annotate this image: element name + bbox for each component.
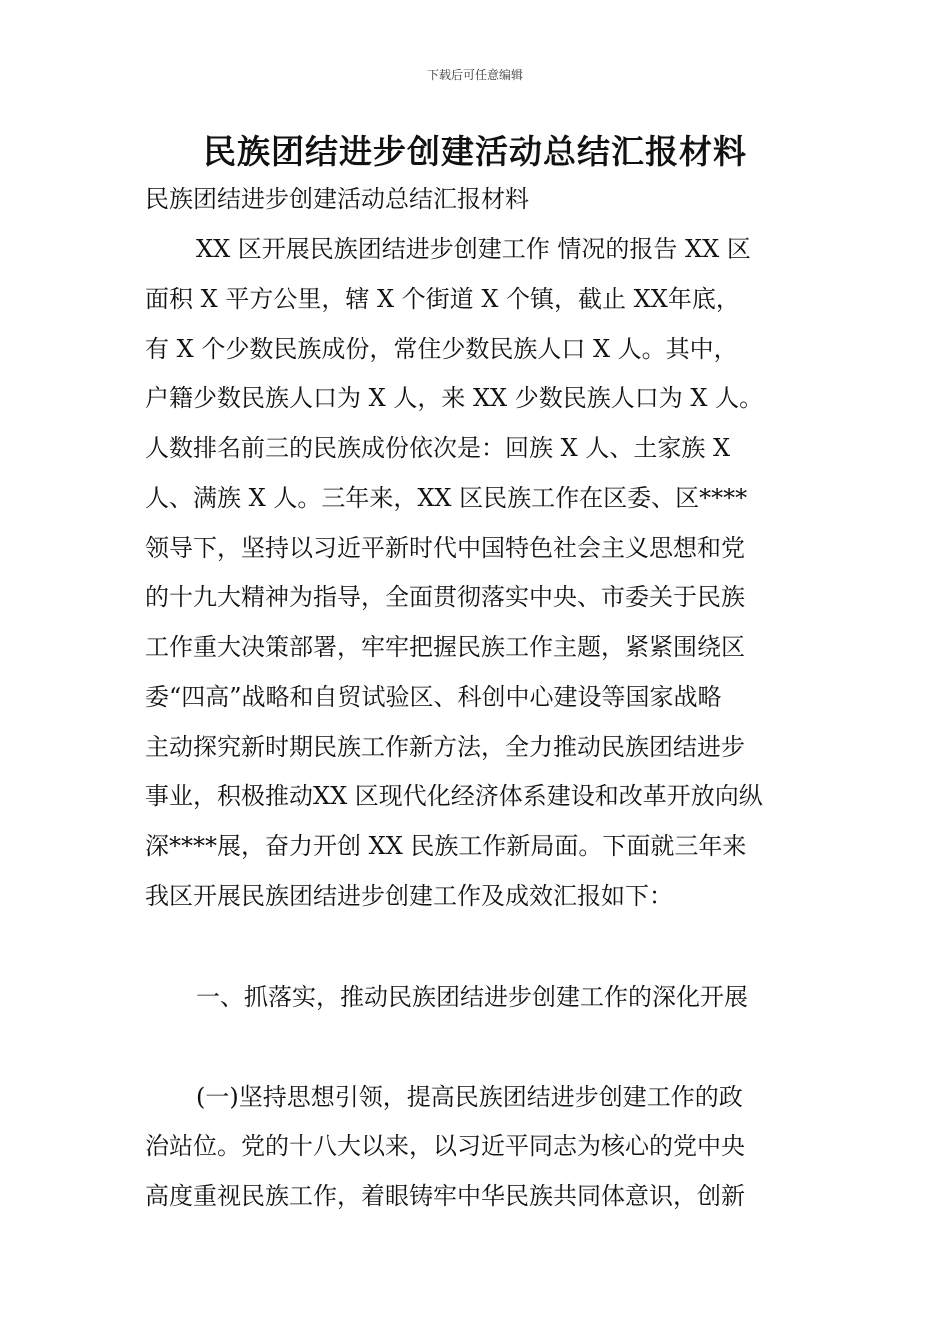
body-line: 我区开展民族团结进步创建工作及成效汇报如下： <box>145 882 673 910</box>
body-line: 治站位。党的十八大以来，以习近平同志为核心的党中央 <box>145 1132 745 1160</box>
body-line: 人、满族 X 人。三年来，XX 区民族工作在区委、区**** <box>145 484 748 512</box>
body-line: 有 X 个少数民族成份，常住少数民族人口 X 人。其中， <box>145 335 738 363</box>
body-line: 工作重大决策部署，牢牢把握民族工作主题，紧紧围绕区 <box>145 633 745 661</box>
body-line: 面积 X 平方公里，辖 X 个街道 X 个镇，截止 XX年底， <box>145 285 740 313</box>
document-title: 民族团结进步创建活动总结汇报材料 <box>203 132 747 171</box>
body-line: 事业，积极推动XX 区现代化经济体系建设和改革开放向纵 <box>145 782 763 810</box>
body-line: 领导下，坚持以习近平新时代中国特色社会主义思想和党 <box>145 534 745 562</box>
section-heading: 一、抓落实，推动民族团结进步创建工作的深化开展 <box>196 983 748 1011</box>
subsection-line: (一)坚持思想引领，提高民族团结进步创建工作的政 <box>196 1083 743 1111</box>
body-line: 委“四高”战略和自贸试验区、科创中心建设等国家战略 <box>145 683 722 711</box>
body-line: 人数排名前三的民族成份依次是：回族 X 人、土家族 X <box>145 434 731 462</box>
document-subtitle: 民族团结进步创建活动总结汇报材料 <box>145 185 529 213</box>
body-line: 的十九大精神为指导，全面贯彻落实中央、市委关于民族 <box>145 583 745 611</box>
page-header-note: 下载后可任意编辑 <box>426 68 523 82</box>
body-line: 高度重视民族工作，着眼铸牢中华民族共同体意识，创新 <box>145 1182 745 1210</box>
body-line: 主动探究新时期民族工作新方法，全力推动民族团结进步 <box>145 733 745 761</box>
body-line: 户籍少数民族人口为 X 人，来 XX 少数民族人口为 X 人。 <box>145 384 764 412</box>
body-line: XX 区开展民族团结进步创建工作 情况的报告 XX 区 <box>196 235 751 263</box>
body-line: 深****展，奋力开创 XX 民族工作新局面。下面就三年来 <box>145 832 747 860</box>
